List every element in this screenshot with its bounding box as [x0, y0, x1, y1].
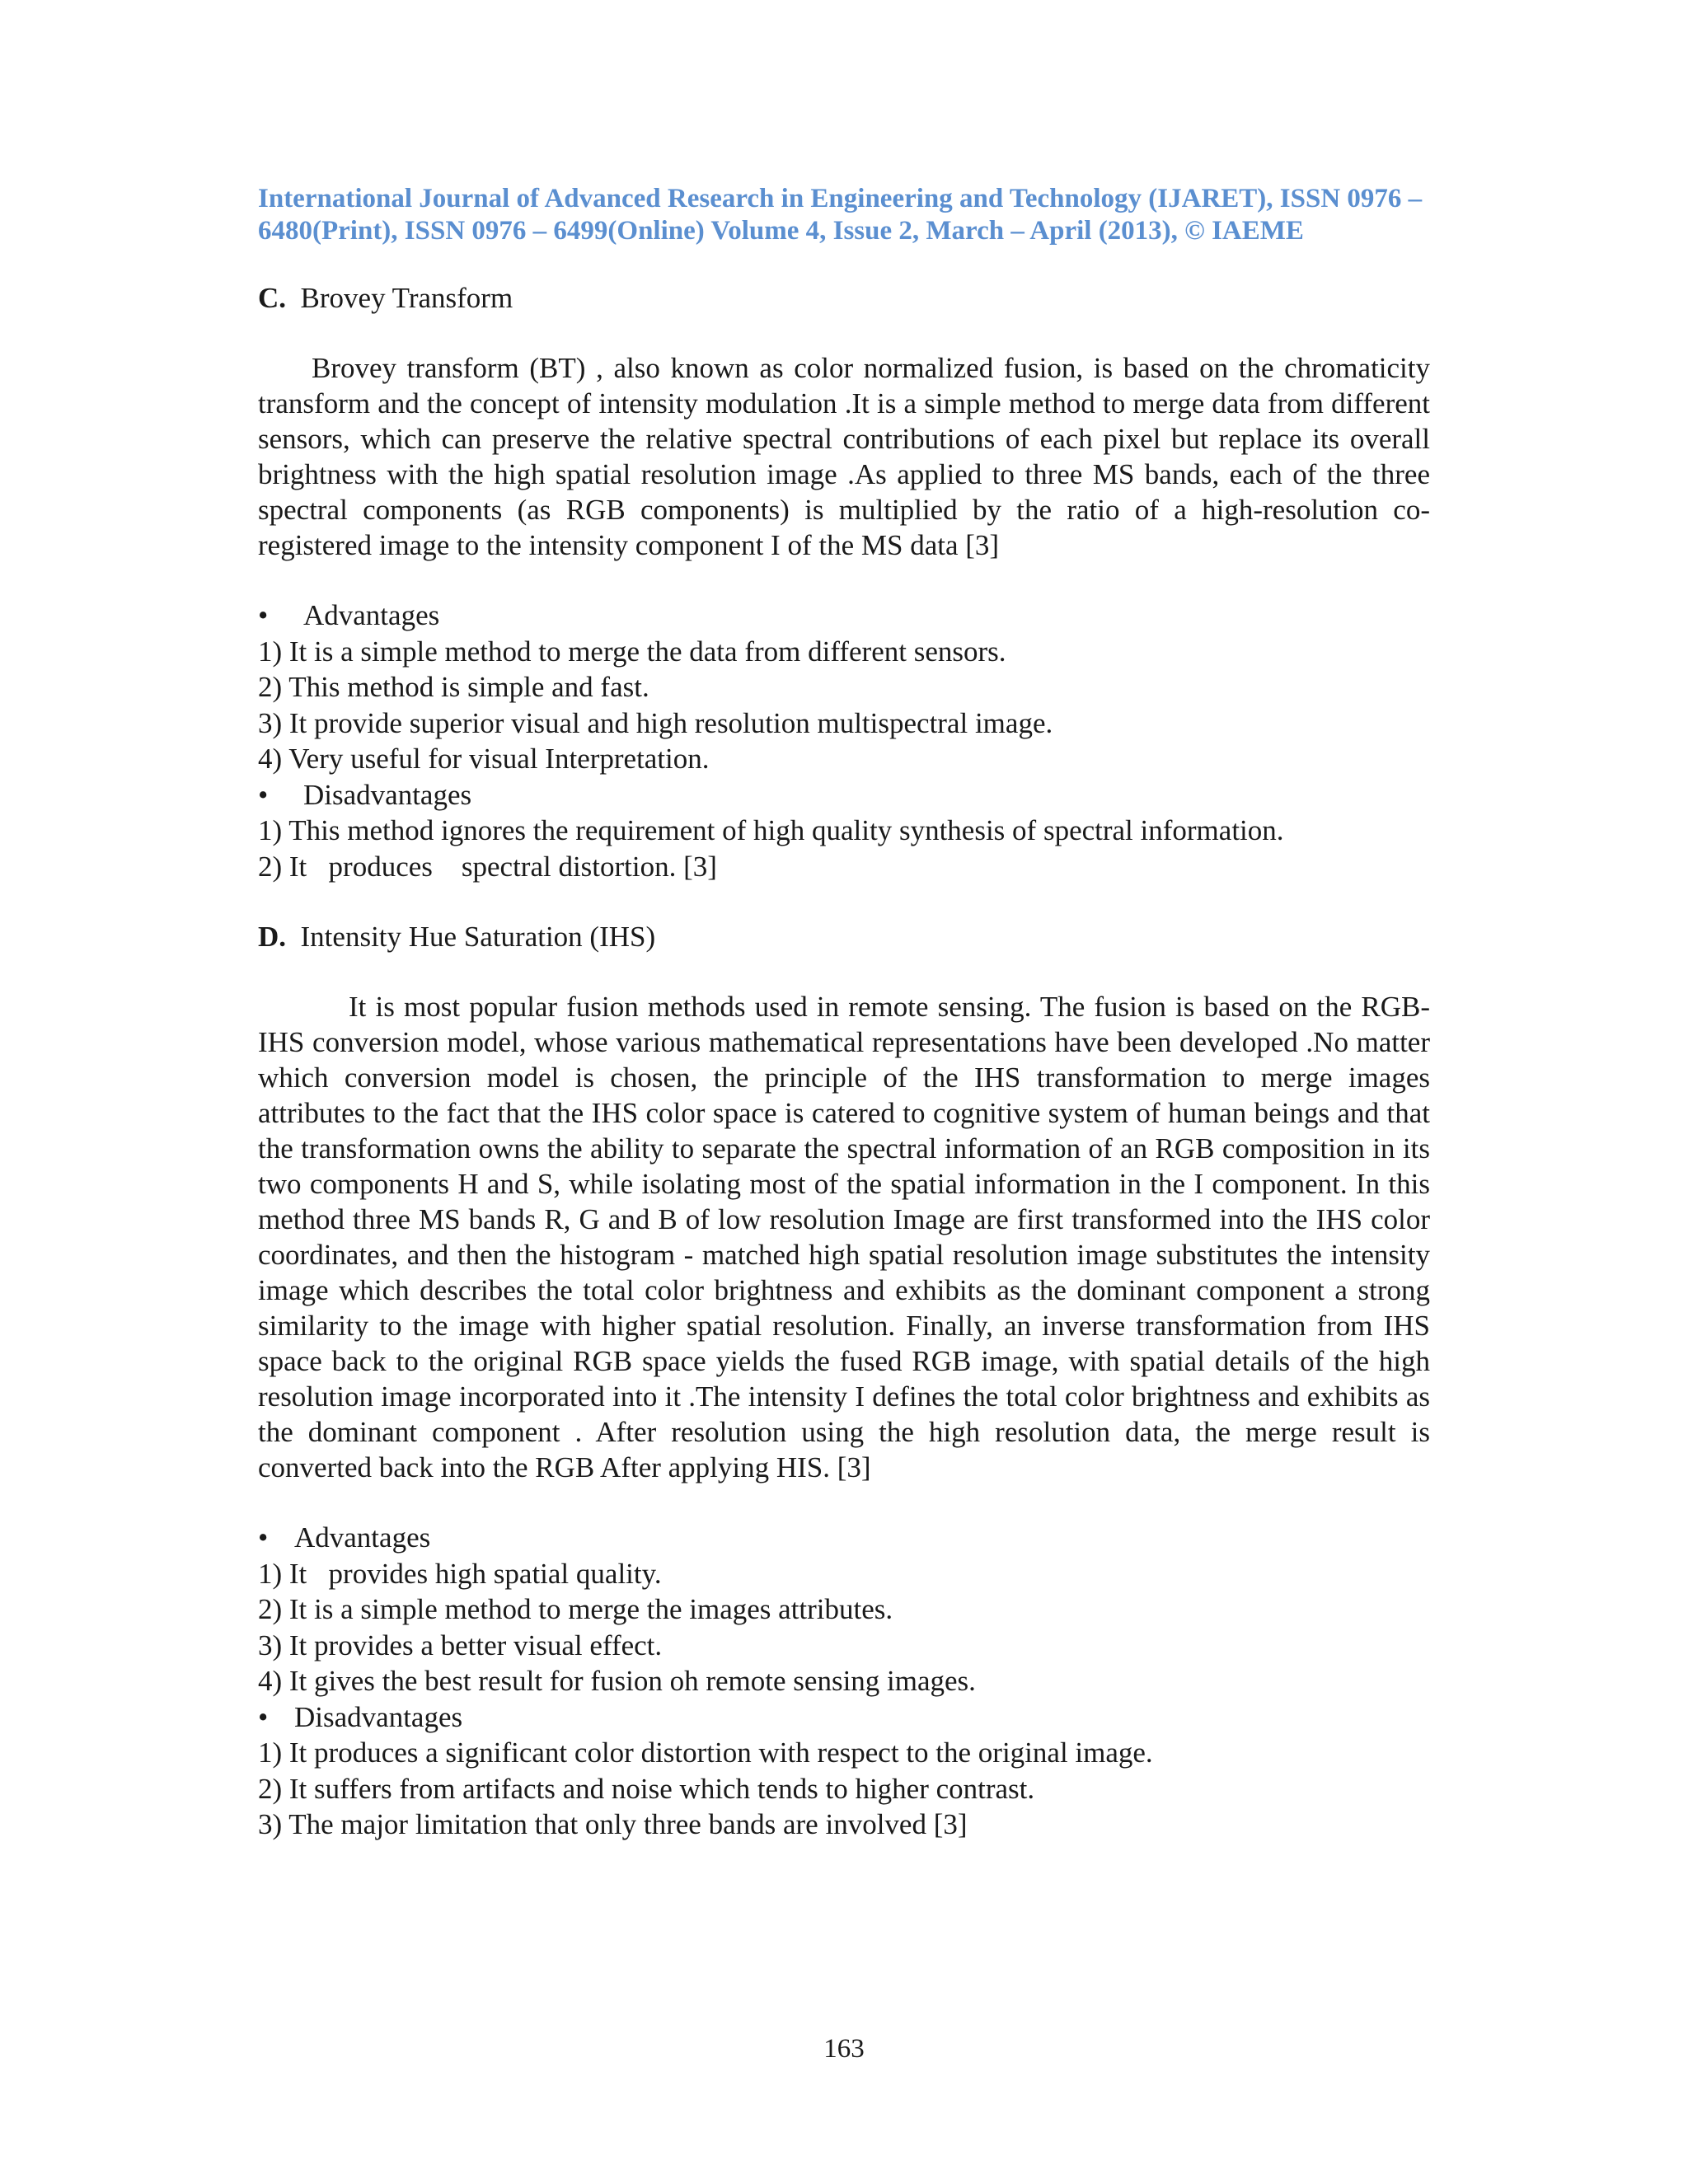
bullet-icon: • — [258, 599, 269, 631]
journal-header-line-1: International Journal of Advanced Research in Engineering and Technology (IJARET), ISSN 0976 – — [258, 184, 1423, 213]
journal-header-line-2: 6480(Print), ISSN 0976 – 6499(Online) Volume 4, Issue 2, March – April (2013), © IAEME — [258, 216, 1304, 246]
section-d-advantages-heading — [258, 1520, 1430, 1556]
section-d-disadvantages-heading — [258, 1699, 1430, 1736]
bullet-icon: • — [258, 778, 269, 811]
list-item: 1) It produces a significant color distortion with respect to the original image. — [258, 1736, 1153, 1769]
section-c-paragraph: Brovey transform (BT) , also known as color normalized fusion, is based on the chromaticity transform and the concept of intensity modulation .It is a simple method to merge data from different sensors, which can preserve the relative spectral contributions of each pixel but replace its overall brightness with the high spatial resolution image .As applied to three MS bands, each of the three spectral components (as RGB components) is multiplied by the ratio of a high-resolution co-registered image to the intensity component I of the MS data [3] — [258, 352, 1430, 561]
page-number: 163 — [823, 2034, 865, 2064]
advantages-label: Advantages — [303, 599, 440, 631]
advantages-label: Advantages — [294, 1521, 431, 1554]
list-item: 3) It provides a better visual effect. — [258, 1629, 663, 1661]
list-item: 3) It provide superior visual and high resolution multispectral image. — [258, 706, 1053, 739]
list-item: 1) This method ignores the requirement of high quality synthesis of spectral information. — [258, 814, 1284, 846]
section-d-letter: D. — [258, 921, 287, 953]
list-item: 2) It suffers from artifacts and noise which tends to higher contrast. — [258, 1772, 1035, 1805]
disadvantages-label: Disadvantages — [294, 1700, 463, 1733]
section-c-title: Brovey Transform — [300, 282, 513, 314]
list-item: 1) It is a simple method to merge the data from different sensors. — [258, 635, 1006, 668]
list-item: 2) It produces spectral distortion. [3] — [258, 850, 717, 883]
section-c-pros-cons — [258, 598, 1430, 884]
section-c-advantages-list — [258, 598, 1430, 884]
list-item: 4) It gives the best result for fusion oh remote sensing images. — [258, 1665, 976, 1697]
section-d-pros-cons — [258, 1520, 1430, 1843]
bullet-icon: • — [258, 1700, 269, 1733]
section-d-paragraph: It is most popular fusion methods used in remote sensing. The fusion is based on the RGB-IHS conversion model, whose various mathematical representations have been developed .No matter which conversion model is chosen, the principle of the IHS transformation to merge images attributes to the fact that the IHS color space is catered to cognitive system of human beings and that the transformation owns the ability to separate the spectral information of an RGB composition in its two components H and S, while isolating most of the spatial information in the I component. In this method three MS bands R, G and B of low resolution Image are first transformed into the IHS color coordinates, and then the histogram - matched high spatial resolution image substitutes the intensity image which describes the total color brightness and exhibits as the dominant component a strong similarity to the image with higher spatial resolution. Finally, an inverse transformation from IHS space back to the original RGB space yields the fused RGB image, with spatial details of the high resolution image incorporated into it .The intensity I defines the total color brightness and exhibits as the dominant component . After resolution using the high resolution data, the merge result is converted back into the RGB After applying HIS. [3] — [258, 991, 1430, 1483]
list-item: 1) It provides high spatial quality. — [258, 1557, 662, 1590]
journal-header — [258, 183, 1430, 247]
section-c-disadvantages-heading — [258, 777, 1430, 813]
list-item: 2) This method is simple and fast. — [258, 671, 649, 703]
section-c-advantages-heading — [258, 598, 1430, 634]
page-body — [258, 183, 1430, 1843]
section-c-letter: C. — [258, 282, 287, 314]
section-d-title: Intensity Hue Saturation (IHS) — [300, 921, 656, 953]
section-c-heading — [258, 280, 1430, 316]
section-d-heading — [258, 919, 1430, 954]
list-item: 3) The major limitation that only three bands are involved [3] — [258, 1808, 968, 1840]
section-d-advantages-list — [258, 1520, 1430, 1843]
bullet-icon: • — [258, 1521, 269, 1554]
list-item: 4) Very useful for visual Interpretation. — [258, 743, 710, 775]
disadvantages-label: Disadvantages — [303, 778, 472, 811]
list-item: 2) It is a simple method to merge the images attributes. — [258, 1593, 893, 1625]
